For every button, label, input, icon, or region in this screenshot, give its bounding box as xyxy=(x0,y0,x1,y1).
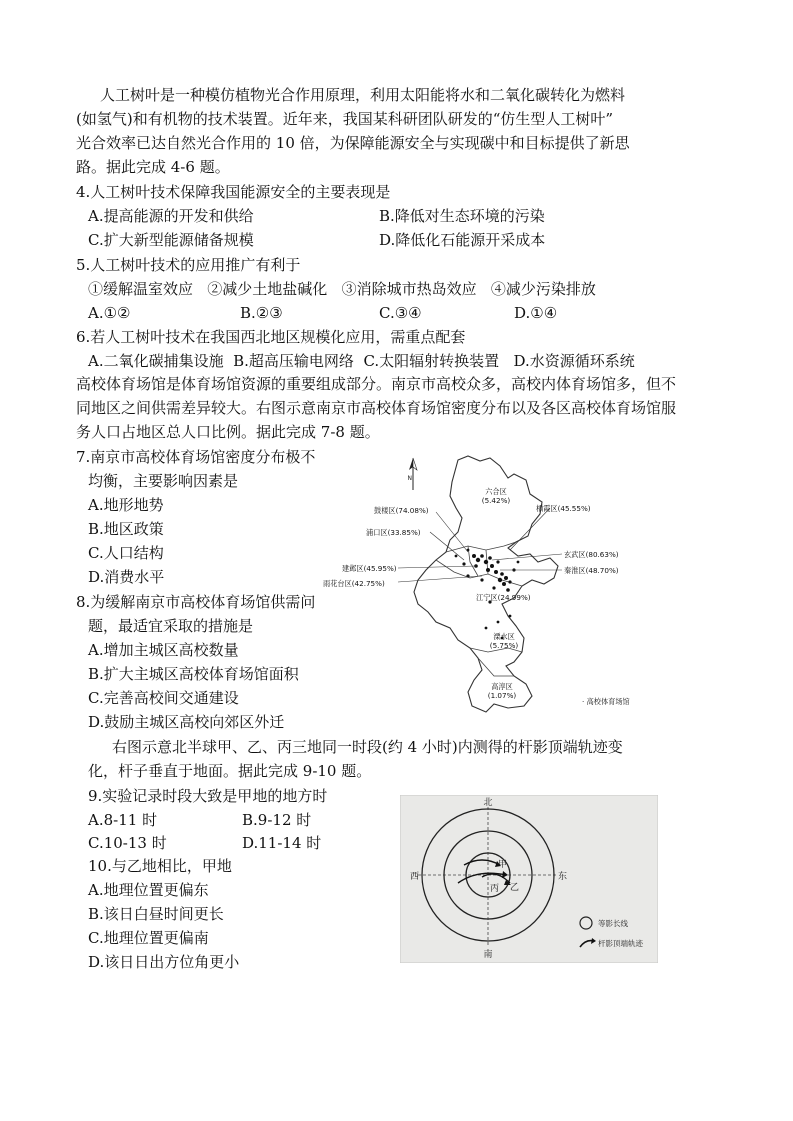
map-legend: · 高校体育场馆 xyxy=(582,697,630,706)
figure-background xyxy=(400,795,658,963)
q4-option-a: A.提高能源的开发和供给 xyxy=(88,207,254,225)
luhe-ratio: (5.42%) xyxy=(481,496,511,505)
q8-option-a: A.增加主城区高校数量 xyxy=(88,641,239,659)
q10-option-b: B.该日白昼时间更长 xyxy=(88,905,224,923)
q6-options: A.二氧化碳捕集设施 B.超高压输电网络 C.太阳辐射转换装置 D.水资源循环系统 xyxy=(88,352,635,370)
q4-stem: 4.人工树叶技术保障我国能源安全的主要表现是 xyxy=(76,183,391,201)
passage1-line-2: (如氢气)和有机物的技术装置。近年来，我国某科研团队研发的“仿生型人工树叶” xyxy=(76,110,614,128)
passage2-line-1: 高校体育场馆是体育场馆资源的重要组成部分。南京市高校众多，高校内体育场馆多，但不 xyxy=(76,375,677,393)
q10-option-a: A.地理位置更偏东 xyxy=(88,881,209,899)
q5-items: ①缓解温室效应 ②减少土地盐碱化 ③消除城市热岛效应 ④减少污染排放 xyxy=(88,280,596,298)
south-label: 南 xyxy=(483,950,493,960)
jia-label: 甲 xyxy=(498,860,508,870)
q7-option-c: C.人口结构 xyxy=(88,544,164,562)
lishui-name: 溧水区 xyxy=(493,632,515,641)
shadow-track-figure xyxy=(400,795,658,963)
q10-option-d: D.该日日出方位角更小 xyxy=(88,953,240,971)
q8-option-d: D.鼓励主城区高校向郊区外迁 xyxy=(88,713,285,731)
q6-stem: 6.若人工树叶技术在我国西北地区规模化应用，需重点配套 xyxy=(76,328,466,346)
gulou-label: 鼓楼区(74.08%) xyxy=(374,506,429,515)
q10-option-c: C.地理位置更偏南 xyxy=(88,929,209,947)
west-label: 西 xyxy=(410,872,420,882)
q7-option-b: B.地区政策 xyxy=(88,520,164,538)
q8-option-c: C.完善高校间交通建设 xyxy=(88,689,239,707)
q9-option-d: D.11-14 时 xyxy=(242,834,322,852)
qixia-label: 栖霞区(45.55%) xyxy=(536,504,591,513)
q5-option-b: B.②③ xyxy=(240,304,283,322)
q4-option-c: C.扩大新型能源储备规模 xyxy=(88,231,254,249)
gaochun-ratio: (1.07%) xyxy=(487,691,517,700)
bing-label: 丙 xyxy=(490,884,500,894)
jiangning-label: 江宁区(24.99%) xyxy=(476,593,531,602)
q9-option-c: C.10-13 时 xyxy=(88,834,167,852)
q4-option-d: D.降低化石能源开采成本 xyxy=(379,231,546,249)
luhe-name: 六合区 xyxy=(485,487,507,496)
passage2-line-3: 务人口占地区总人口比例。据此完成 7-8 题。 xyxy=(76,423,380,441)
q8-stem-line-2: 题，最适宜采取的措施是 xyxy=(88,617,254,635)
yuhuatai-label: 雨花台区(42.75%) xyxy=(323,579,385,588)
q10-stem: 10.与乙地相比，甲地 xyxy=(88,857,232,875)
passage3-line-2: 化，杆子垂直于地面。据此完成 9-10 题。 xyxy=(88,762,372,780)
q5-option-c: C.③④ xyxy=(379,304,422,322)
east-label: 东 xyxy=(558,872,568,882)
q7-option-d: D.消费水平 xyxy=(88,568,165,586)
q7-stem-line-2: 均衡，主要影响因素是 xyxy=(88,472,239,490)
yi-label: 乙 xyxy=(510,883,520,893)
nanjing-stadium-map xyxy=(318,452,668,724)
passage1-line-4: 路。据此完成 4-6 题。 xyxy=(76,158,230,176)
north-label: N xyxy=(407,475,412,482)
q5-option-d: D.①④ xyxy=(514,304,558,322)
jianye-label: 建邺区(45.95%) xyxy=(342,564,397,573)
q7-option-a: A.地形地势 xyxy=(88,496,164,514)
xuanwu-label: 玄武区(80.63%) xyxy=(564,550,619,559)
q9-option-b: B.9-12 时 xyxy=(242,811,312,829)
passage3-line-1: 右图示意北半球甲、乙、丙三地同一时段(约 4 小时)内测得的杆影顶端轨迹变 xyxy=(112,738,623,756)
q8-option-b: B.扩大主城区高校体育场馆面积 xyxy=(88,665,299,683)
q5-stem: 5.人工树叶技术的应用推广有利于 xyxy=(76,256,301,274)
legend-track-label: 杆影顶端轨迹 xyxy=(598,939,643,948)
lishui-ratio: (5.75%) xyxy=(489,641,519,650)
q9-option-a: A.8-11 时 xyxy=(88,811,158,829)
passage1-line-1: 人工树叶是一种模仿植物光合作用原理，利用太阳能将水和二氧化碳转化为燃料 xyxy=(100,86,626,104)
q9-stem: 9.实验记录时段大致是甲地的地方时 xyxy=(88,787,328,805)
qinhuai-label: 秦淮区(48.70%) xyxy=(564,566,619,575)
passage2-line-2: 同地区之间供需差异较大。右图示意南京市高校体育场馆密度分布以及各区高校体育场馆服 xyxy=(76,399,677,417)
gaochun-name: 高淳区 xyxy=(491,682,513,691)
q8-stem-line-1: 8.为缓解南京市高校体育场馆供需问 xyxy=(76,593,316,611)
north-label: 北 xyxy=(483,798,493,808)
legend-circle-label: 等影长线 xyxy=(598,919,628,928)
q5-option-a: A.①② xyxy=(88,304,131,322)
pukou-label: 浦口区(33.85%) xyxy=(366,528,421,537)
north-arrow-icon xyxy=(408,458,418,490)
passage1-line-3: 光合效率已达自然光合作用的 10 倍，为保障能源安全与实现碳中和目标提供了新思 xyxy=(76,134,630,152)
q7-stem-line-1: 7.南京市高校体育场馆密度分布极不 xyxy=(76,448,316,466)
q4-option-b: B.降低对生态环境的污染 xyxy=(379,207,545,225)
